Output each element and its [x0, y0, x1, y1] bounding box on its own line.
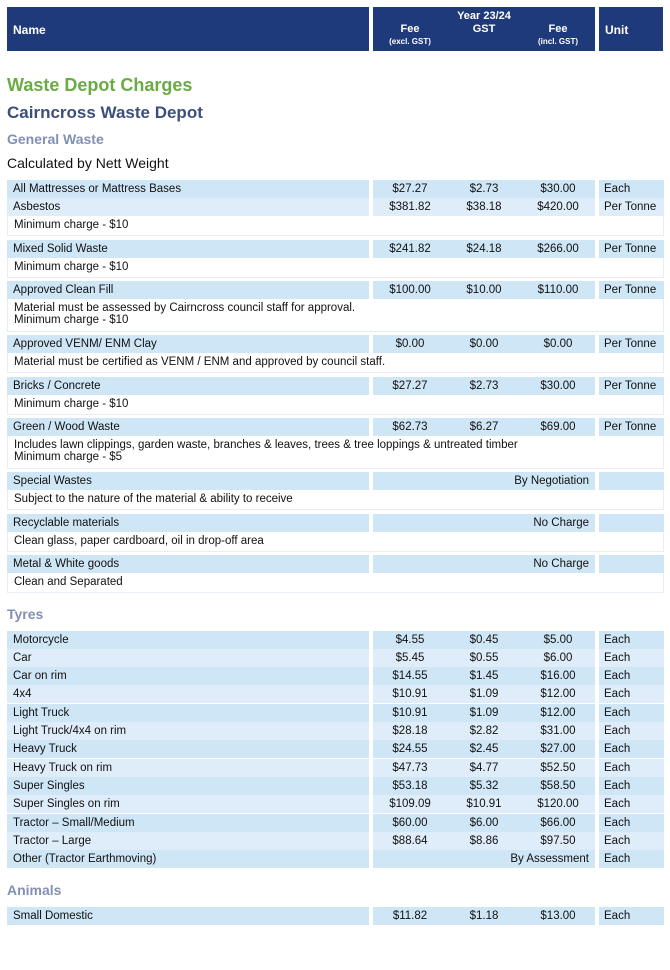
row-note: [7, 216, 664, 236]
row-name: Super Singles on rim: [7, 795, 369, 813]
fee-incl-value: $31.00: [521, 722, 595, 740]
row-name: Asbestos: [7, 198, 369, 216]
note-text: Minimum charge - $5: [14, 451, 123, 463]
year-label: Year 23/24: [457, 10, 511, 22]
fee-incl-value: $6.00: [521, 649, 595, 667]
column-header-unit-label: Unit: [605, 23, 629, 37]
unit-value: Each: [599, 777, 664, 795]
fee-span-value: No Charge: [373, 514, 595, 532]
gst-value: $6.27: [447, 418, 521, 436]
fee-excl-value: $10.91: [373, 704, 447, 722]
fee-incl-value: $12.00: [521, 685, 595, 703]
row-name: Bricks / Concrete: [7, 377, 369, 395]
fee-excl-value: $60.00: [373, 814, 447, 832]
row-name: Other (Tractor Earthmoving): [7, 850, 369, 868]
column-header-gst: [447, 23, 521, 48]
fee-incl-value: $12.00: [521, 704, 595, 722]
unit-value: Each: [599, 649, 664, 667]
table-row: [7, 795, 664, 813]
fee-incl-value: $66.00: [521, 814, 595, 832]
table-row: [7, 814, 664, 832]
row-note: [7, 436, 664, 469]
fee-incl-value: $97.50: [521, 832, 595, 850]
row-name: Heavy Truck on rim: [7, 759, 369, 777]
fee-incl-value: $27.00: [521, 740, 595, 758]
unit-value: Each: [599, 759, 664, 777]
gst-value: $1.09: [447, 685, 521, 703]
table-row: [7, 649, 664, 667]
table-row: [7, 667, 664, 685]
fee-excl-value: $24.55: [373, 740, 447, 758]
fee-incl-value: $5.00: [521, 631, 595, 649]
fee-excl-value: $381.82: [373, 198, 447, 216]
note-text: Clean glass, paper cardboard, oil in drop-off area: [14, 535, 264, 547]
fee-span-value: By Negotiation: [373, 472, 595, 490]
row-note: [7, 532, 664, 552]
gst-value: $10.00: [447, 281, 521, 299]
table-row: [7, 759, 664, 777]
fee-incl-value: $420.00: [521, 198, 595, 216]
unit-value: Per Tonne: [599, 335, 664, 353]
unit-value: Each: [599, 631, 664, 649]
fee-incl-label: Fee: [548, 23, 568, 35]
row-name: Tractor – Large: [7, 832, 369, 850]
gst-value: $0.45: [447, 631, 521, 649]
table-row: [7, 832, 664, 850]
fee-incl-value: $30.00: [521, 180, 595, 198]
fee-excl-value: $5.45: [373, 649, 447, 667]
unit-value: Per Tonne: [599, 281, 664, 299]
column-header-fee-excl: [373, 23, 447, 48]
gst-value: $5.32: [447, 777, 521, 795]
fee-span-value: No Charge: [373, 555, 595, 573]
depot-title: Cairncross Waste Depot: [7, 103, 203, 122]
table-row: [7, 685, 664, 703]
unit-value: Each: [599, 667, 664, 685]
fee-incl-value: $0.00: [521, 335, 595, 353]
table-row: [7, 777, 664, 795]
fee-excl-value: $14.55: [373, 667, 447, 685]
section-animals: Animals: [7, 882, 62, 898]
unit-value: [599, 514, 664, 532]
table-row: [7, 198, 664, 216]
table-row: [7, 281, 664, 299]
table-row: [7, 472, 664, 490]
unit-value: Each: [599, 740, 664, 758]
gst-value: $1.45: [447, 667, 521, 685]
page-title: Waste Depot Charges: [7, 75, 193, 95]
gst-label: GST: [472, 23, 496, 35]
gst-value: $1.18: [447, 907, 521, 925]
fee-incl-value: $120.00: [521, 795, 595, 813]
note-text: Material must be assessed by Cairncross council staff for approval.: [14, 302, 356, 314]
column-header-year: [373, 7, 595, 51]
column-header-unit: [599, 7, 663, 51]
unit-value: Each: [599, 907, 664, 925]
row-note: [7, 490, 664, 510]
table-row: [7, 704, 664, 722]
row-name: Tractor – Small/Medium: [7, 814, 369, 832]
fee-excl-value: $28.18: [373, 722, 447, 740]
gst-value: $6.00: [447, 814, 521, 832]
fee-excl-value: $4.55: [373, 631, 447, 649]
unit-value: [599, 472, 664, 490]
row-note: [7, 299, 664, 332]
table-row: [7, 514, 664, 532]
gst-value: $24.18: [447, 240, 521, 258]
unit-value: Each: [599, 814, 664, 832]
row-name: Motorcycle: [7, 631, 369, 649]
unit-value: Each: [599, 795, 664, 813]
unit-value: Each: [599, 722, 664, 740]
row-name: Approved Clean Fill: [7, 281, 369, 299]
fee-incl-value: $69.00: [521, 418, 595, 436]
note-text: Minimum charge - $10: [14, 314, 129, 326]
row-name: Approved VENM/ ENM Clay: [7, 335, 369, 353]
unit-value: Each: [599, 850, 664, 868]
table-row: [7, 418, 664, 436]
gst-value: $0.00: [447, 335, 521, 353]
fee-span-value: By Assessment: [373, 850, 595, 868]
fee-excl-value: $109.09: [373, 795, 447, 813]
fee-excl-value: $47.73: [373, 759, 447, 777]
note-text: Minimum charge - $10: [14, 398, 129, 410]
table-row: [7, 631, 664, 649]
fee-incl-value: $266.00: [521, 240, 595, 258]
fee-excl-value: $0.00: [373, 335, 447, 353]
gst-value: $10.91: [447, 795, 521, 813]
gst-value: $4.77: [447, 759, 521, 777]
note-text: Subject to the nature of the material & ability to receive: [14, 493, 293, 505]
fee-excl-value: $241.82: [373, 240, 447, 258]
fee-excl-value: $10.91: [373, 685, 447, 703]
row-name: Special Wastes: [7, 472, 369, 490]
table-row: [7, 740, 664, 758]
row-name: Recyclable materials: [7, 514, 369, 532]
unit-value: Per Tonne: [599, 418, 664, 436]
row-note: [7, 258, 664, 278]
row-name: 4x4: [7, 685, 369, 703]
fee-excl-label: Fee: [400, 23, 420, 35]
fee-excl-value: $100.00: [373, 281, 447, 299]
gst-value: $38.18: [447, 198, 521, 216]
row-note: [7, 353, 664, 373]
table-row: [7, 722, 664, 740]
row-name: Metal & White goods: [7, 555, 369, 573]
gst-value: $0.55: [447, 649, 521, 667]
note-text: Includes lawn clippings, garden waste, branches & leaves, trees & tree loppings & untreated timber: [14, 439, 518, 451]
row-name: Heavy Truck: [7, 740, 369, 758]
gst-value: $2.45: [447, 740, 521, 758]
section-tyres: Tyres: [7, 606, 44, 622]
note-text: Minimum charge - $10: [14, 219, 129, 231]
table-row: [7, 335, 664, 353]
fee-excl-value: $62.73: [373, 418, 447, 436]
unit-value: Per Tonne: [599, 198, 664, 216]
row-name: All Mattresses or Mattress Bases: [7, 180, 369, 198]
table-row: [7, 377, 664, 395]
fee-excl-value: $53.18: [373, 777, 447, 795]
fee-incl-value: $16.00: [521, 667, 595, 685]
row-name: Super Singles: [7, 777, 369, 795]
row-name: Light Truck/4x4 on rim: [7, 722, 369, 740]
table-row: [7, 180, 664, 198]
unit-value: Each: [599, 832, 664, 850]
column-header-name: [7, 7, 369, 51]
unit-value: [599, 555, 664, 573]
fee-excl-value: $27.27: [373, 180, 447, 198]
note-text: Minimum charge - $10: [14, 261, 129, 273]
column-header-name-label: Name: [13, 23, 46, 37]
note-text: Clean and Separated: [14, 576, 123, 588]
row-name: Light Truck: [7, 704, 369, 722]
fee-incl-value: $58.50: [521, 777, 595, 795]
fee-excl-value: $27.27: [373, 377, 447, 395]
fee-incl-sublabel: (incl. GST): [538, 37, 578, 46]
column-header-fee-incl: [521, 23, 595, 48]
unit-value: Each: [599, 704, 664, 722]
fee-incl-value: $13.00: [521, 907, 595, 925]
fee-excl-value: $11.82: [373, 907, 447, 925]
row-note: [7, 573, 664, 593]
table-row: [7, 555, 664, 573]
fee-incl-value: $52.50: [521, 759, 595, 777]
fee-incl-value: $30.00: [521, 377, 595, 395]
gst-value: $8.86: [447, 832, 521, 850]
row-name: Car: [7, 649, 369, 667]
fee-excl-value: $88.64: [373, 832, 447, 850]
note-text: Material must be certified as VENM / ENM and approved by council staff.: [14, 356, 386, 368]
gst-value: $2.73: [447, 377, 521, 395]
gst-value: $2.82: [447, 722, 521, 740]
fee-excl-sublabel: (excl. GST): [389, 37, 431, 46]
unit-value: Per Tonne: [599, 240, 664, 258]
row-name: Green / Wood Waste: [7, 418, 369, 436]
row-name: Car on rim: [7, 667, 369, 685]
calculation-note: Calculated by Nett Weight: [7, 155, 169, 171]
unit-value: Each: [599, 685, 664, 703]
fee-incl-value: $110.00: [521, 281, 595, 299]
gst-value: $2.73: [447, 180, 521, 198]
unit-value: Each: [599, 180, 664, 198]
row-note: [7, 395, 664, 415]
section-general-waste: General Waste: [7, 131, 104, 147]
table-row: [7, 907, 664, 925]
unit-value: Per Tonne: [599, 377, 664, 395]
table-row: [7, 240, 664, 258]
table-row: [7, 850, 664, 868]
row-name: Small Domestic: [7, 907, 369, 925]
row-name: Mixed Solid Waste: [7, 240, 369, 258]
gst-value: $1.09: [447, 704, 521, 722]
